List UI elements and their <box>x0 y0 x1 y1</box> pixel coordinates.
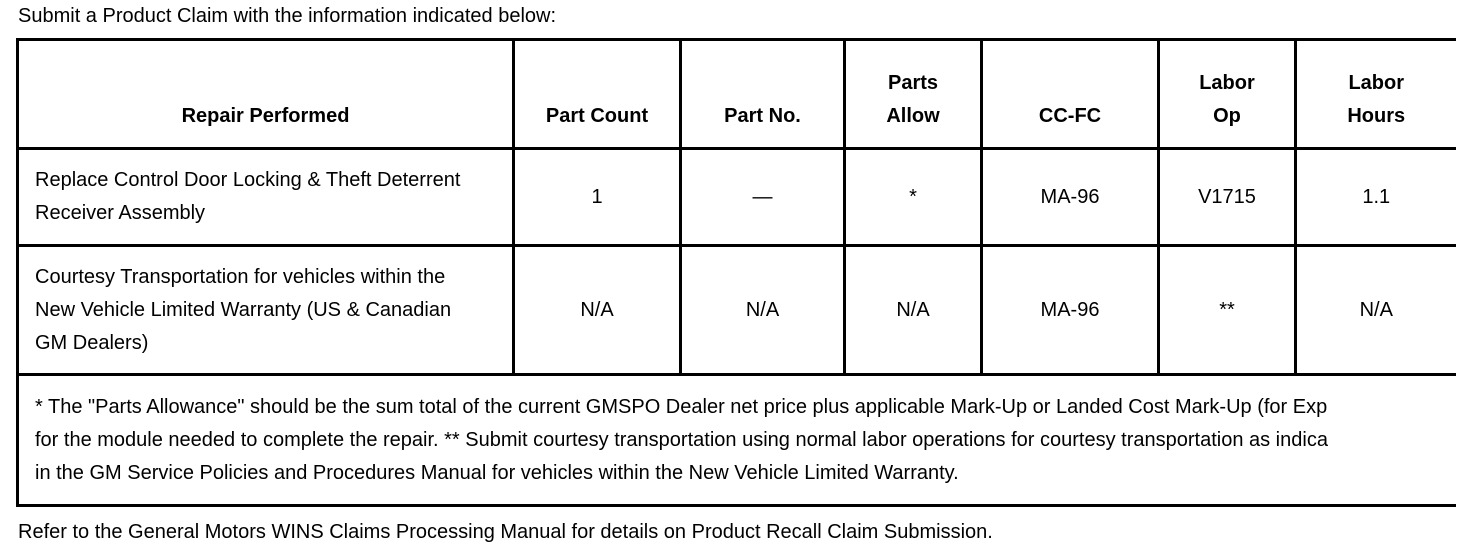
outro-text: Refer to the General Motors WINS Claims Processing Manual for details on Product Recall Claim Submission. <box>18 521 993 543</box>
header-part-count: Part Count <box>514 40 681 149</box>
labor-hours-cell: N/A <box>1296 246 1456 375</box>
repair-line: Courtesy Transportation for vehicles within the <box>35 265 446 288</box>
header-labor-op <box>1159 40 1296 149</box>
product-claim-table <box>16 38 1456 507</box>
repair-line: Replace Control Door Locking & Theft Deterrent <box>35 169 461 191</box>
header-labor-op-line1: Labor <box>1199 72 1255 94</box>
part-no-cell: N/A <box>681 246 845 375</box>
table-row <box>18 149 1456 246</box>
header-labor-hours <box>1296 40 1456 149</box>
header-labor-op-line2: Op <box>1213 105 1241 127</box>
cc-fc-cell: MA-96 <box>982 246 1159 375</box>
header-parts-allow-line1: Parts <box>887 72 939 94</box>
labor-hours-cell: 1.1 <box>1296 149 1456 246</box>
labor-op-cell: ** <box>1159 246 1296 375</box>
parts-allow-cell: N/A <box>845 246 982 375</box>
table-note-row <box>18 375 1456 506</box>
footnote-line: * The "Parts Allowance" should be the sum total of the current GMSPO Dealer net price plus applicable Mark-Up or Landed Cost Mark-Up (for Exp <box>35 395 1328 418</box>
repair-performed-cell <box>18 149 514 246</box>
table-row <box>18 246 1456 375</box>
table-header-row <box>18 40 1456 149</box>
header-repair-performed: Repair Performed <box>18 40 514 149</box>
repair-line: New Vehicle Limited Warranty (US & Canadian <box>35 298 452 321</box>
header-parts-allow <box>845 40 982 149</box>
repair-performed-cell <box>18 246 514 375</box>
cc-fc-cell: MA-96 <box>982 149 1159 246</box>
header-parts-allow-line2: Allow <box>886 105 940 127</box>
footnote-cell <box>18 375 1456 506</box>
header-labor-hours-line1: Labor <box>1348 72 1405 94</box>
footnote-line: in the GM Service Policies and Procedures Manual for vehicles within the New Vehicle Limited Warranty. <box>35 461 959 484</box>
repair-line: Receiver Assembly <box>35 202 206 224</box>
part-count-cell: 1 <box>514 149 681 246</box>
header-labor-hours-line2: Hours <box>1347 105 1406 127</box>
footnote-line: for the module needed to complete the repair. ** Submit courtesy transportation using normal labor operations for courtesy transportation as indica <box>35 428 1328 451</box>
header-part-no: Part No. <box>681 40 845 149</box>
labor-op-cell: V1715 <box>1159 149 1296 246</box>
parts-allow-cell: * <box>845 149 982 246</box>
header-cc-fc: CC-FC <box>982 40 1159 149</box>
part-count-cell: N/A <box>514 246 681 375</box>
intro-text: Submit a Product Claim with the information indicated below: <box>18 5 557 27</box>
repair-line: GM Dealers) <box>35 331 149 354</box>
part-no-cell: — <box>681 149 845 246</box>
